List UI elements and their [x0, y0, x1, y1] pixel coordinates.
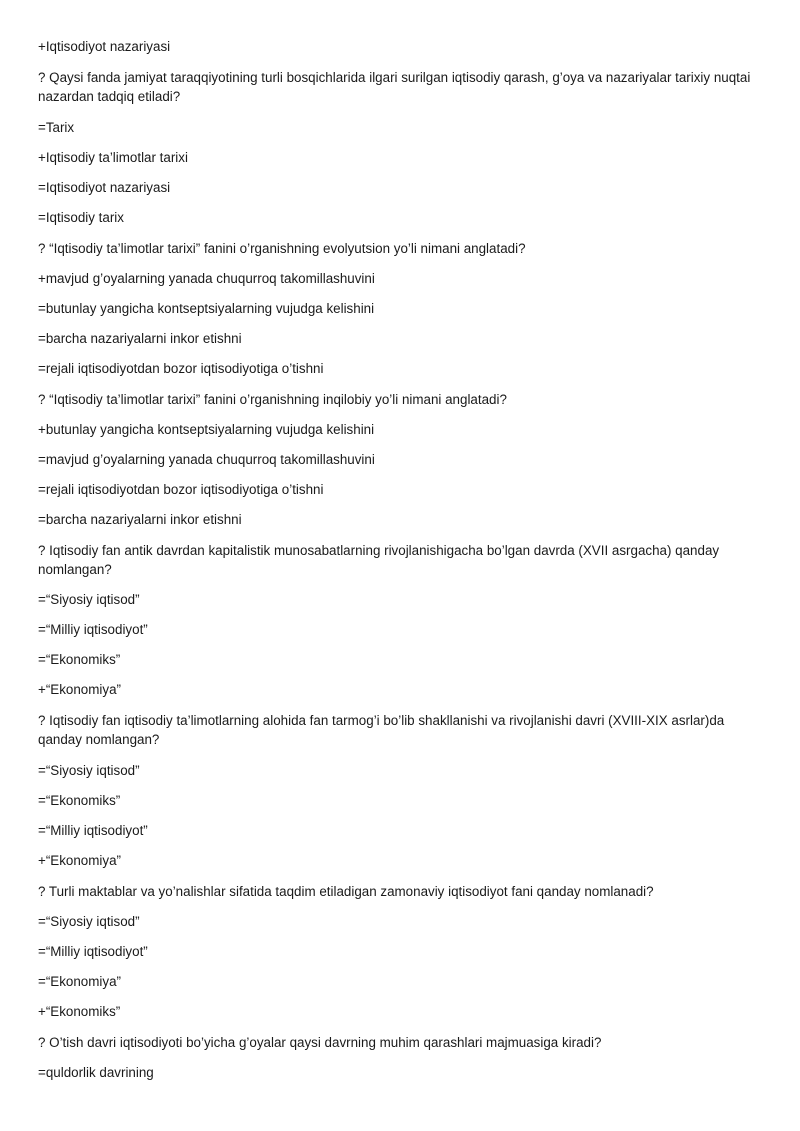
answer-line: +Iqtisodiyot nazariyasi — [38, 39, 171, 54]
question-line: ? “Iqtisodiy ta’limotlar tarixi” fanini o’rganishning evolyutsion yo’li nimani anglatadi? — [38, 241, 526, 256]
answer-line: =Tarix — [38, 120, 75, 135]
answer-line: =“Milliy iqtisodiyot” — [38, 622, 148, 637]
question-line: ? Qaysi fanda jamiyat taraqqiyotining turli bosqichlarida ilgari surilgan iqtisodiy qarash, g’oya va nazariyalar tarixiy nuqtai nazardan tadqiq etiladi? — [38, 70, 751, 104]
answer-line: +“Ekonomiya” — [38, 853, 121, 868]
question-line: ? O’tish davri iqtisodiyoti bo’yicha g’oyalar qaysi davrning muhim qarashlari majmuasiga kiradi? — [38, 1035, 602, 1050]
answer-line: =“Ekonomiya” — [38, 974, 121, 989]
answer-line: =quldorlik davrining — [38, 1065, 154, 1080]
answer-line: =Iqtisodiyot nazariyasi — [38, 180, 171, 195]
answer-line: =Iqtisodiy tarix — [38, 210, 124, 225]
answer-line: =“Ekonomiks” — [38, 793, 121, 808]
answer-line: +“Ekonomiya” — [38, 682, 121, 697]
question-line: ? Turli maktablar va yo’nalishlar sifatida taqdim etiladigan zamonaviy iqtisodiyot fani qanday nomlanadi? — [38, 884, 654, 899]
answer-line: =“Ekonomiks” — [38, 652, 121, 667]
answer-line: =“Siyosiy iqtisod” — [38, 763, 140, 778]
question-line: ? “Iqtisodiy ta’limotlar tarixi” fanini o’rganishning inqilobiy yo’li nimani anglatadi? — [38, 392, 507, 407]
answer-line: +butunlay yangicha kontseptsiyalarning vujudga kelishini — [38, 422, 375, 437]
answer-line: =barcha nazariyalarni inkor etishni — [38, 331, 242, 346]
answer-line: =“Milliy iqtisodiyot” — [38, 944, 148, 959]
answer-line: =“Siyosiy iqtisod” — [38, 592, 140, 607]
question-line: ? Iqtisodiy fan iqtisodiy ta’limotlarning alohida fan tarmog’i bo’lib shakllanishi va rivojlanishi davri (XVIII-XIX asrlar)da qanday nomlangan? — [38, 713, 725, 747]
question-line: ? Iqtisodiy fan antik davrdan kapitalistik munosabatlarning rivojlanishigacha bo’lgan davrda (XVII asrgacha) qanday nomlangan? — [38, 543, 720, 577]
answer-line: =“Milliy iqtisodiyot” — [38, 823, 148, 838]
answer-line: =rejali iqtisodiyotdan bozor iqtisodiyotiga o’tishni — [38, 482, 324, 497]
answer-line: =barcha nazariyalarni inkor etishni — [38, 512, 242, 527]
answer-line: =rejali iqtisodiyotdan bozor iqtisodiyotiga o’tishni — [38, 361, 324, 376]
answer-line: =mavjud g’oyalarning yanada chuqurroq takomillashuvini — [38, 452, 375, 467]
answer-line: +mavjud g’oyalarning yanada chuqurroq takomillashuvini — [38, 271, 375, 286]
answer-line: =butunlay yangicha kontseptsiyalarning vujudga kelishini — [38, 301, 375, 316]
answer-line: +“Ekonomiks” — [38, 1004, 121, 1019]
answer-line: =“Siyosiy iqtisod” — [38, 914, 140, 929]
answer-line: +Iqtisodiy ta’limotlar tarixi — [38, 150, 188, 165]
